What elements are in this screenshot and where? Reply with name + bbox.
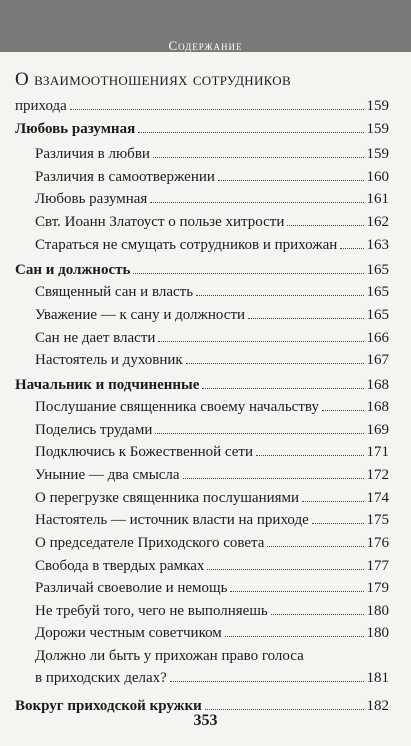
toc-page: 182 (366, 698, 389, 714)
toc-title: О председателе Приходского совета (35, 535, 265, 551)
dot-leader (196, 294, 363, 296)
toc-title: Сан и должность (15, 262, 131, 278)
dot-leader (205, 708, 364, 710)
toc-line (35, 578, 389, 598)
dot-leader (248, 317, 363, 319)
toc-title: Различай своеволие и немощь (35, 580, 228, 596)
toc-title: Уныние — два смысла (35, 467, 180, 483)
dot-leader (170, 680, 364, 682)
toc-line (35, 305, 389, 325)
toc-page: 162 (366, 214, 389, 230)
toc-title: Настоятель — источник власти на приходе (35, 512, 309, 528)
toc-line (35, 442, 389, 462)
toc-line (15, 70, 389, 90)
toc-page: 168 (366, 399, 389, 415)
toc-page: 165 (366, 284, 389, 300)
toc-line (35, 167, 389, 187)
toc-page: 168 (366, 377, 389, 393)
toc-title: Сан не дает власти (35, 330, 156, 346)
toc-title: Различия в любви (35, 146, 150, 162)
dot-leader (207, 568, 363, 570)
dot-leader (225, 635, 364, 637)
dot-leader (70, 108, 364, 110)
toc-title: Послушание священника своему начальству (35, 399, 319, 415)
toc-page: 176 (366, 535, 389, 551)
toc-page: 159 (366, 98, 389, 114)
toc-line (35, 189, 389, 209)
toc-line (35, 420, 389, 440)
toc-title: в приходских делах? (35, 670, 167, 686)
toc-line (35, 465, 389, 485)
toc-title: Начальник и подчиненные (15, 377, 200, 393)
dot-leader (153, 156, 364, 158)
dot-leader (158, 340, 363, 342)
dot-leader (186, 362, 364, 364)
toc-page: 159 (366, 121, 389, 137)
dot-leader (218, 179, 364, 181)
dot-leader (138, 131, 363, 133)
toc-line (35, 144, 389, 164)
dot-leader (183, 477, 364, 479)
toc-page: 177 (366, 558, 389, 574)
dot-leader (133, 272, 363, 274)
toc-page: 181 (366, 670, 389, 686)
toc-page: 159 (366, 146, 389, 162)
toc-title: Поделись трудами (35, 422, 153, 438)
dot-leader (267, 545, 363, 547)
toc-title: Не требуй того, чего не выполняешь (35, 603, 268, 619)
toc-page: 169 (366, 422, 389, 438)
toc-line (35, 328, 389, 348)
toc-page: 174 (366, 490, 389, 506)
toc-title: Священный сан и власть (35, 284, 194, 300)
toc-line (15, 119, 389, 139)
toc-page: 165 (366, 307, 389, 323)
toc-page: 171 (366, 444, 389, 460)
toc-title: Свобода в твердых рамках (35, 558, 205, 574)
toc-page: 166 (366, 330, 389, 346)
dot-leader (340, 247, 363, 249)
toc-title: Стараться не смущать сотрудников и прихожан (35, 237, 338, 253)
toc-title: Дорожи честным советчиком (35, 625, 222, 641)
toc-page: 175 (366, 512, 389, 528)
toc-line (35, 623, 389, 643)
toc-title: прихода (15, 98, 67, 114)
toc-title: Вокруг приходской кружки (15, 698, 202, 714)
dot-leader (150, 201, 363, 203)
dot-leader (271, 613, 364, 615)
toc-title: Любовь разумная (15, 121, 136, 137)
dot-leader (155, 432, 363, 434)
toc-line (15, 375, 389, 395)
dot-leader (230, 590, 363, 592)
toc-line (35, 397, 389, 417)
toc-page: 167 (366, 352, 389, 368)
toc-line (35, 510, 389, 530)
dot-leader (287, 224, 363, 226)
toc-title: Различия в самоотвержении (35, 169, 215, 185)
toc-title: Подключись к Божественной сети (35, 444, 254, 460)
toc-line (35, 282, 389, 302)
dot-leader (202, 387, 363, 389)
toc-line (15, 260, 389, 280)
toc-title: О взаимоотношениях сотрудников (15, 69, 291, 90)
toc-title: Свт. Иоанн Златоуст о пользе хитрости (35, 214, 285, 230)
dot-leader (322, 409, 364, 411)
dot-leader (312, 522, 364, 524)
toc-page: 163 (366, 237, 389, 253)
toc-line (35, 668, 389, 688)
toc-line (35, 601, 389, 621)
page-number: 353 (193, 712, 218, 729)
toc-title: Уважение — к сану и должности (35, 307, 246, 323)
toc-page: 165 (366, 262, 389, 278)
toc-title: Должно ли быть у прихожан право голоса (35, 648, 304, 664)
toc-page: 160 (366, 169, 389, 185)
toc-title: О перегрузке священника послушаниями (35, 490, 300, 506)
toc-page: 179 (366, 580, 389, 596)
toc-page: 180 (366, 625, 389, 641)
toc-line (35, 556, 389, 576)
dot-leader (256, 454, 363, 456)
dot-leader (302, 500, 363, 502)
toc-line (35, 235, 389, 255)
toc-title: Любовь разумная (35, 191, 148, 207)
toc-line (35, 350, 389, 370)
toc-line (35, 212, 389, 232)
toc-line (15, 96, 389, 116)
running-head: Содержание (168, 38, 243, 53)
toc-line (35, 533, 389, 553)
toc-page: 180 (366, 603, 389, 619)
toc-page: 172 (366, 467, 389, 483)
toc-line (35, 646, 389, 666)
toc-page: 161 (366, 191, 389, 207)
toc-title: Настоятель и духовник (35, 352, 183, 368)
toc-line (35, 488, 389, 508)
